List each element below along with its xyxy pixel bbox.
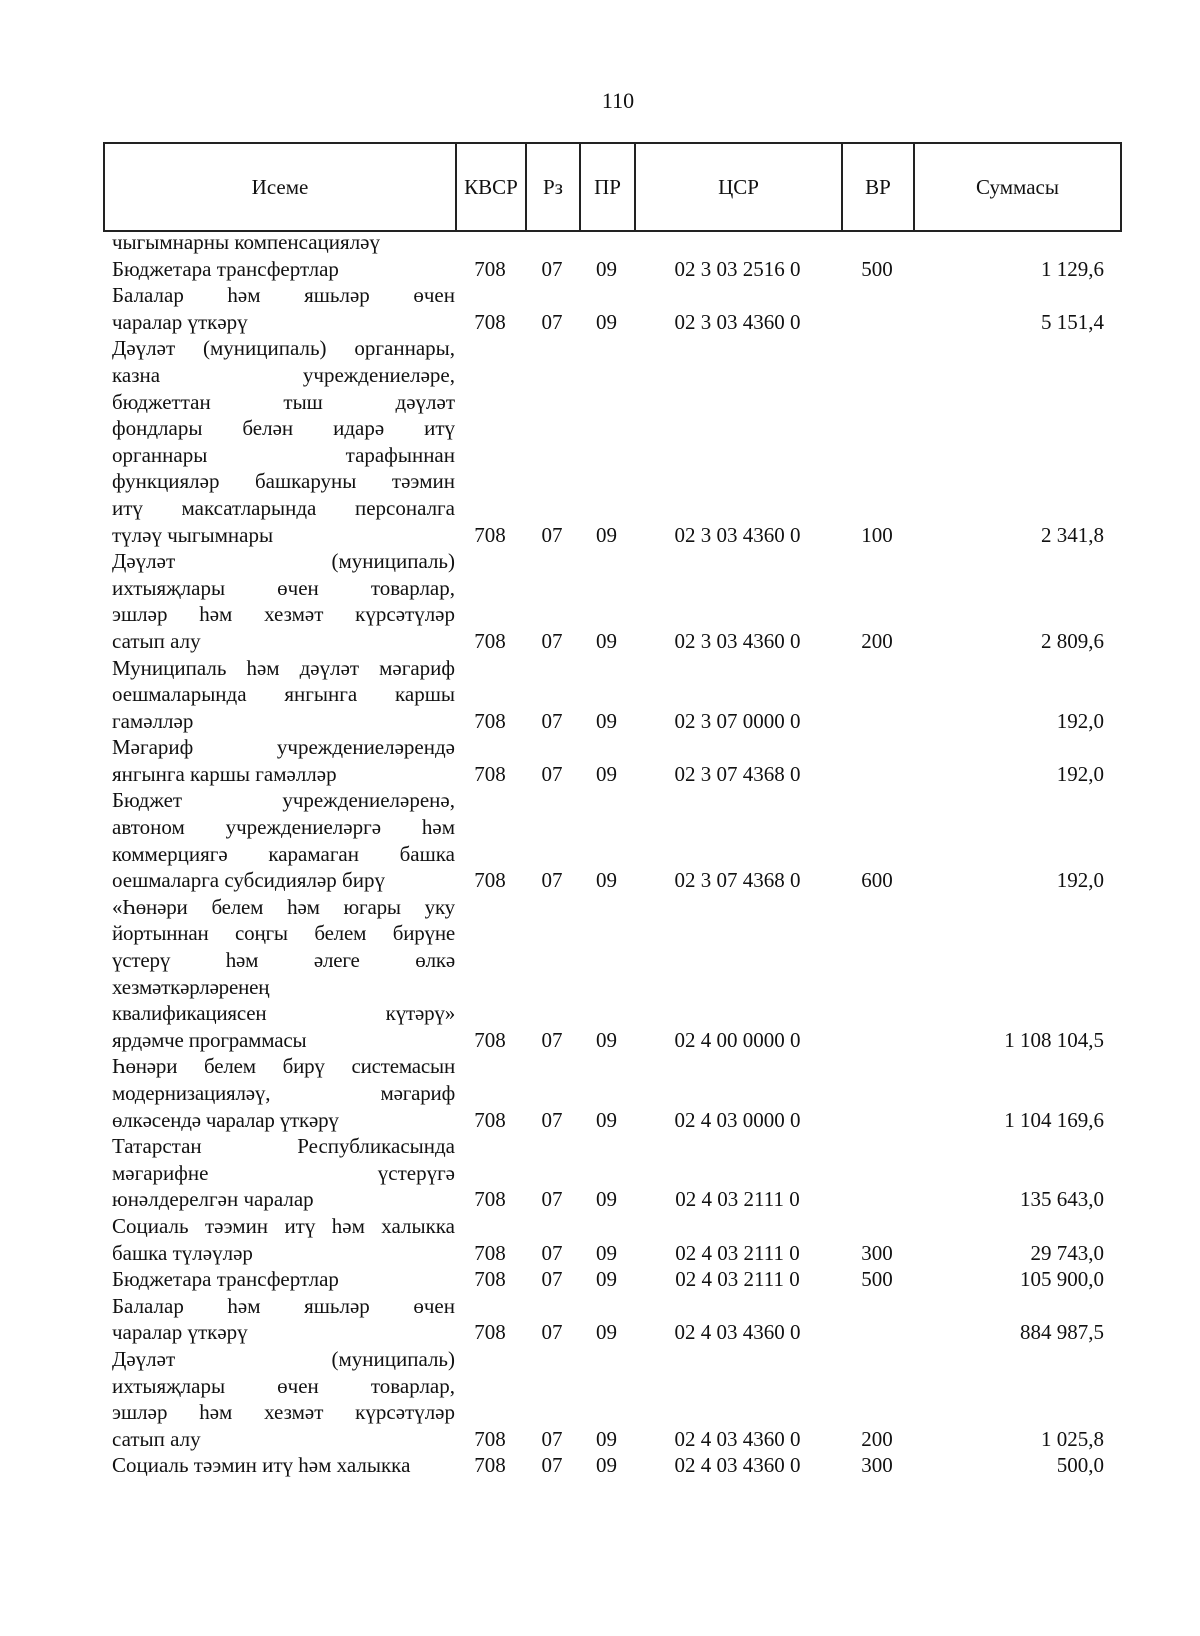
cell-sum: 192,0: [1056, 761, 1104, 786]
row-name-line: Дәүләт (муниципаль): [112, 549, 455, 574]
row-name: [103, 1213, 455, 1266]
cell-pr: 09: [596, 1453, 617, 1478]
cell-pr: 09: [596, 868, 617, 893]
row-name-line: квалификациясен күтәрү»: [112, 1001, 455, 1026]
cell-rz: 07: [541, 1320, 563, 1345]
table-row: [103, 256, 1120, 283]
cell-rz: 07: [541, 1240, 563, 1265]
cell-kvsr: 708: [474, 1453, 506, 1478]
cell-kvsr: 708: [474, 708, 506, 733]
row-name-line: үстерү һәм әлеге өлкә: [112, 948, 455, 973]
cell-sum: 1 129,6: [1041, 256, 1104, 281]
row-name-line: казна учреждениеләре,: [112, 362, 455, 387]
row-name-line: эшләр һәм хезмәт күрсәтүләр: [112, 1400, 455, 1425]
row-name-line: Бюджетара трансфертлар: [112, 256, 339, 281]
cell-csr: 02 4 03 4360 0: [674, 1320, 801, 1345]
cell-csr: 02 3 07 4368 0: [674, 761, 801, 786]
row-name-line: гамәлләр: [112, 708, 194, 733]
cell-vr: 200: [861, 628, 893, 653]
cell-kvsr: 708: [474, 309, 506, 334]
cell-rz: 07: [541, 1453, 563, 1478]
column-header-name: Исеме: [104, 143, 456, 231]
cell-csr: 02 4 03 4360 0: [674, 1453, 801, 1478]
row-name-line: чыгымнарны компенсацияләү: [112, 230, 380, 254]
row-name-line: хезмәткәрләренең: [112, 974, 270, 999]
row-name-line: фондлары белән идарә итү: [112, 416, 455, 441]
cell-rz: 07: [541, 256, 563, 281]
cell-kvsr: 708: [474, 868, 506, 893]
row-name-line: өлкәсендә чаралар үткәрү: [112, 1107, 339, 1132]
row-name-line: функцияләр башкаруны тәэмин: [112, 469, 455, 494]
cell-vr: 500: [861, 256, 893, 281]
row-name-line: органнары тарафыннан: [112, 442, 455, 467]
cell-vr: 500: [861, 1267, 893, 1292]
cell-csr: 02 4 03 2111 0: [675, 1267, 800, 1292]
cell-sum: 5 151,4: [1041, 309, 1104, 334]
cell-kvsr: 708: [474, 1267, 506, 1292]
row-name-line: итү максатларында персоналга: [112, 495, 455, 520]
row-name-line: түләү чыгымнары: [112, 522, 274, 547]
table-row: [103, 655, 1120, 735]
row-name-line: янгынга каршы гамәлләр: [112, 761, 337, 786]
cell-rz: 07: [541, 761, 563, 786]
table-row: [103, 282, 1120, 335]
row-name-line: юнәлдерелгән чаралар: [112, 1187, 314, 1212]
cell-sum: 500,0: [1056, 1453, 1104, 1478]
table-body: [103, 229, 1120, 1479]
row-name: [103, 1053, 455, 1133]
cell-sum: 2 809,6: [1041, 628, 1104, 653]
cell-kvsr: 708: [474, 1240, 506, 1265]
cell-sum: 135 643,0: [1020, 1187, 1104, 1212]
row-name: [103, 282, 455, 335]
row-name-line: бюджеттан тыш дәүләт: [112, 389, 455, 414]
cell-csr: 02 3 07 0000 0: [674, 708, 801, 733]
row-name-line: Дәүләт (муниципаль) органнары,: [112, 336, 455, 361]
cell-pr: 09: [596, 628, 617, 653]
row-name: [103, 1266, 455, 1293]
row-name: [103, 787, 455, 893]
row-name: [103, 655, 455, 735]
table-row: [103, 1293, 1120, 1346]
row-name-line: оешмаларга субсидияләр бирү: [112, 868, 385, 893]
row-name-line: башка түләүләр: [112, 1240, 253, 1265]
cell-pr: 09: [596, 1240, 617, 1265]
cell-csr: 02 3 07 4368 0: [674, 868, 801, 893]
row-name: [103, 1452, 455, 1479]
column-header-rz: Рз: [526, 143, 580, 231]
cell-pr: 09: [596, 1027, 617, 1052]
table-row: [103, 787, 1120, 893]
column-header-sum: Суммасы: [914, 143, 1121, 231]
row-name-line: Балалар һәм яшьләр өчен: [112, 1293, 455, 1318]
cell-kvsr: 708: [474, 628, 506, 653]
row-name: [103, 894, 455, 1054]
cell-pr: 09: [596, 1187, 617, 1212]
cell-csr: 02 4 03 0000 0: [674, 1107, 801, 1132]
cell-vr: 300: [861, 1453, 893, 1478]
row-name-line: Дәүләт (муниципаль): [112, 1346, 455, 1371]
table-row: [103, 1452, 1120, 1479]
row-name-line: мәгарифне үстерүгә: [112, 1160, 455, 1185]
cell-csr: 02 3 03 2516 0: [674, 256, 801, 281]
cell-kvsr: 708: [474, 761, 506, 786]
cell-csr: 02 3 03 4360 0: [674, 522, 801, 547]
cell-kvsr: 708: [474, 1187, 506, 1212]
table-row: [103, 734, 1120, 787]
cell-pr: 09: [596, 1426, 617, 1451]
cell-csr: 02 4 03 4360 0: [674, 1426, 801, 1451]
cell-sum: 1 108 104,5: [1004, 1027, 1104, 1052]
row-name: [103, 256, 455, 283]
cell-pr: 09: [596, 309, 617, 334]
cell-pr: 09: [596, 1320, 617, 1345]
cell-pr: 09: [596, 1267, 617, 1292]
cell-rz: 07: [541, 1027, 563, 1052]
cell-rz: 07: [541, 1107, 563, 1132]
row-name-line: йортыннан соңгы белем бирүне: [112, 921, 455, 946]
cell-kvsr: 708: [474, 1426, 506, 1451]
row-name-line: чаралар үткәрү: [112, 1320, 248, 1345]
table-row: [103, 548, 1120, 654]
row-name-line: ихтыяҗлары өчен товарлар,: [112, 575, 455, 600]
cell-sum: 2 341,8: [1041, 522, 1104, 547]
row-name: [103, 1293, 455, 1346]
table-row: [103, 1266, 1120, 1293]
row-name: [103, 335, 455, 548]
cell-sum: 192,0: [1056, 708, 1104, 733]
cell-rz: 07: [541, 309, 563, 334]
row-name: [103, 548, 455, 654]
row-name-line: «Һөнәри белем һәм югары уку: [112, 894, 455, 919]
cell-csr: 02 4 03 2111 0: [675, 1240, 800, 1265]
cell-rz: 07: [541, 522, 563, 547]
cell-rz: 07: [541, 628, 563, 653]
cell-rz: 07: [541, 1267, 563, 1292]
column-header-vr: ВР: [842, 143, 914, 231]
cell-pr: 09: [596, 522, 617, 547]
column-header-csr: ЦСР: [635, 143, 842, 231]
row-name-line: ярдәмче программасы: [112, 1027, 307, 1052]
table-row: [103, 894, 1120, 1054]
cell-csr: 02 4 00 0000 0: [674, 1027, 801, 1052]
cell-kvsr: 708: [474, 1320, 506, 1345]
row-name-line: Муниципаль һәм дәүләт мәгариф: [112, 655, 455, 680]
row-name: [103, 229, 455, 256]
column-header-kvsr: КВСР: [456, 143, 526, 231]
cell-pr: 09: [596, 708, 617, 733]
table-row: [103, 1213, 1120, 1266]
cell-sum: 192,0: [1056, 868, 1104, 893]
row-name-line: Һөнәри белем бирү системасын: [112, 1054, 455, 1079]
row-name-line: эшләр һәм хезмәт күрсәтүләр: [112, 602, 455, 627]
row-name-line: сатып алу: [112, 1426, 201, 1451]
row-name-line: Социаль тәэмин итү һәм халыкка: [112, 1453, 411, 1478]
cell-vr: 100: [861, 522, 893, 547]
cell-sum: 1 025,8: [1041, 1426, 1104, 1451]
row-name-line: Социаль тәэмин итү һәм халыкка: [112, 1213, 455, 1238]
cell-rz: 07: [541, 868, 563, 893]
row-name-line: коммерциягә карамаган башка: [112, 841, 455, 866]
column-header-pr: ПР: [580, 143, 635, 231]
cell-kvsr: 708: [474, 256, 506, 281]
row-name-line: Мәгариф учреждениеләрендә: [112, 735, 455, 760]
row-name-line: ихтыяҗлары өчен товарлар,: [112, 1373, 455, 1398]
row-name-line: Балалар һәм яшьләр өчен: [112, 283, 455, 308]
row-name: [103, 1133, 455, 1213]
cell-rz: 07: [541, 1187, 563, 1212]
row-name-line: Татарстан Республикасында: [112, 1134, 455, 1159]
cell-rz: 07: [541, 1426, 563, 1451]
cell-sum: 884 987,5: [1020, 1320, 1104, 1345]
cell-vr: 300: [861, 1240, 893, 1265]
cell-pr: 09: [596, 761, 617, 786]
table-row: [103, 1133, 1120, 1213]
row-name-line: оешмаларында янгынга каршы: [112, 682, 455, 707]
cell-sum: 105 900,0: [1020, 1267, 1104, 1292]
cell-csr: 02 4 03 2111 0: [675, 1187, 800, 1212]
cell-sum: 29 743,0: [1030, 1240, 1104, 1265]
table-row: [103, 1053, 1120, 1133]
cell-csr: 02 3 03 4360 0: [674, 309, 801, 334]
cell-vr: 200: [861, 1426, 893, 1451]
row-name: [103, 734, 455, 787]
table-row: [103, 1346, 1120, 1452]
row-name-line: Бюджетара трансфертлар: [112, 1267, 339, 1292]
row-name: [103, 1346, 455, 1452]
row-name-line: чаралар үткәрү: [112, 309, 248, 334]
cell-pr: 09: [596, 256, 617, 281]
table-row: [103, 229, 1120, 256]
table-header: [103, 142, 1122, 232]
cell-vr: 600: [861, 868, 893, 893]
row-name-line: Бюджет учреждениеләренә,: [112, 788, 455, 813]
cell-sum: 1 104 169,6: [1004, 1107, 1104, 1132]
row-name-line: модернизацияләү, мәгариф: [112, 1081, 455, 1105]
cell-csr: 02 3 03 4360 0: [674, 628, 801, 653]
cell-kvsr: 708: [474, 522, 506, 547]
cell-rz: 07: [541, 708, 563, 733]
cell-kvsr: 708: [474, 1107, 506, 1132]
row-name-line: сатып алу: [112, 628, 201, 653]
cell-pr: 09: [596, 1107, 617, 1132]
row-name-line: автоном учреждениеләргә һәм: [112, 815, 455, 840]
cell-kvsr: 708: [474, 1027, 506, 1052]
page-number: 110: [601, 88, 635, 113]
table-row: [103, 335, 1120, 548]
